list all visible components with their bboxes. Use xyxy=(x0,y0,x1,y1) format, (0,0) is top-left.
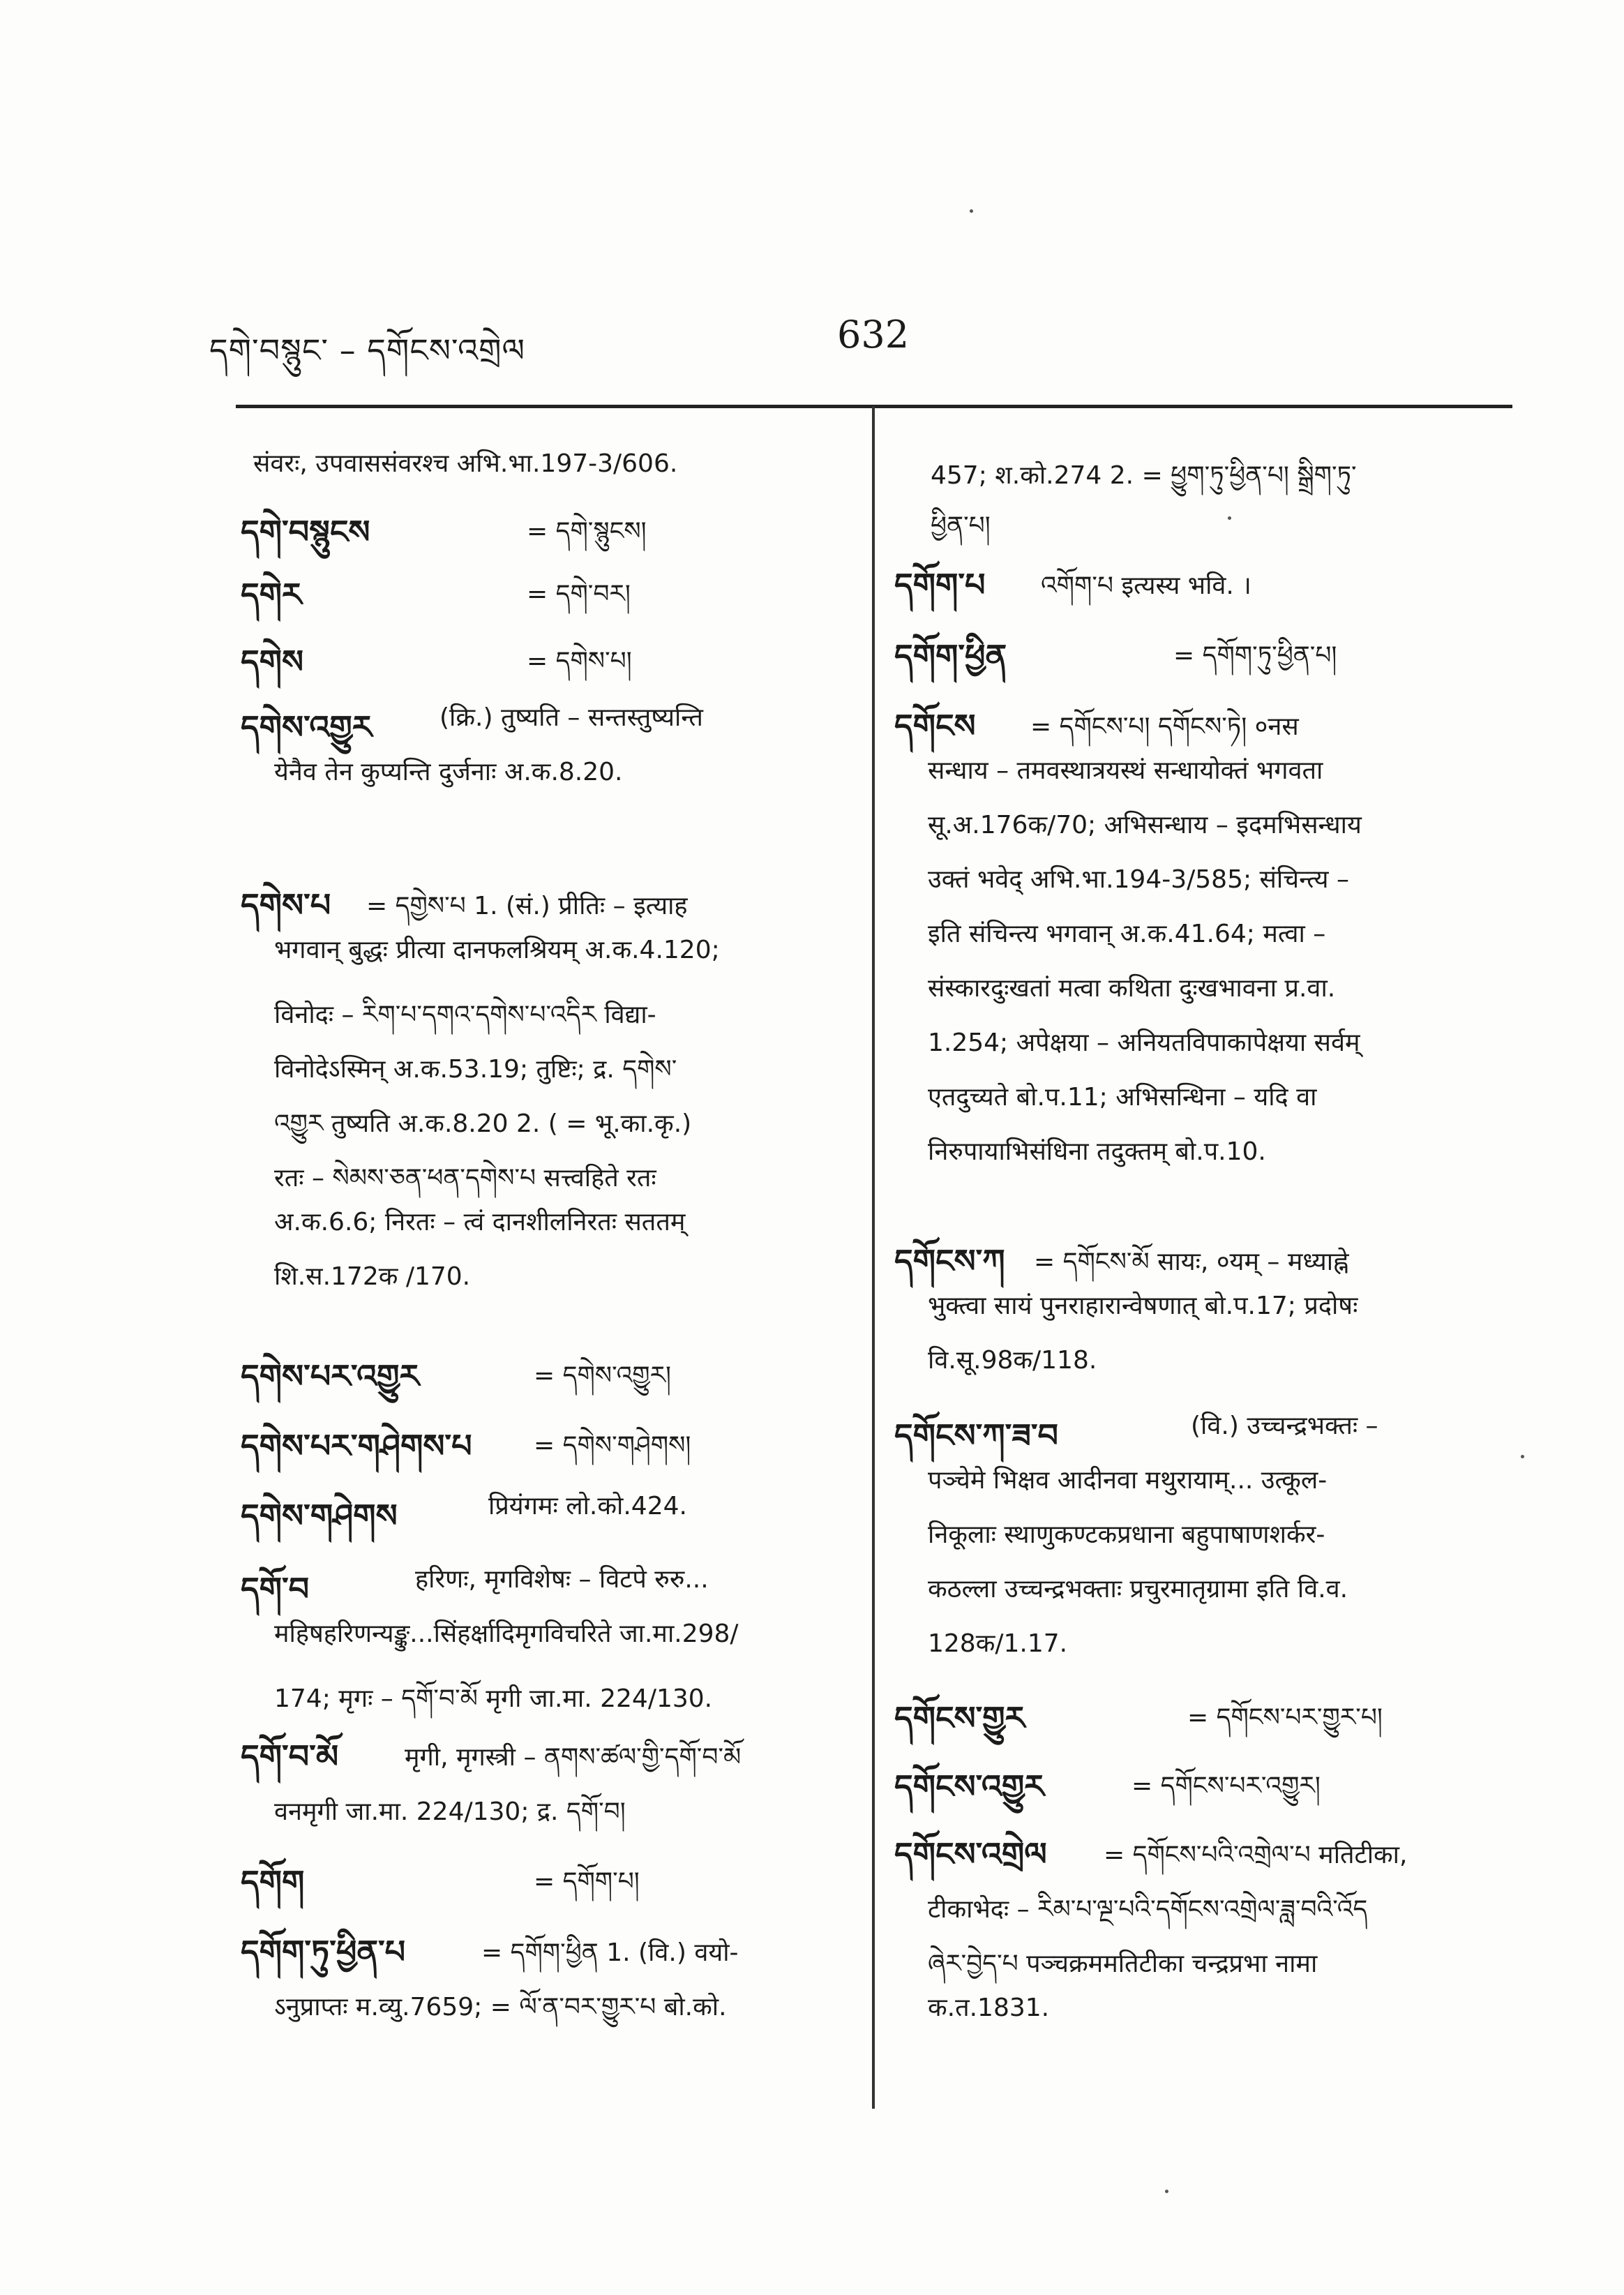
headword: དགེས་པར་འགྱུར xyxy=(241,1357,420,1395)
definition-line: वनमृगी जा.मा. 224/130; द्र. དགོ་བ། xyxy=(274,1797,626,1826)
definition-line: एतदुच्यते बो.प.11; अभिसन्धिना – यदि वा xyxy=(928,1083,1317,1112)
equivalent: = དགེས་གཤེགས། xyxy=(534,1431,691,1460)
headword: དགོངས་འགྱུར xyxy=(894,1767,1044,1805)
definition-line: अ.क.6.6; निरतः – त्वं दानशीलनिरतः सततम् xyxy=(274,1208,686,1236)
definition-line: ऽनुप्राप्तः म.व्यु.7659; = ལོ་ན་བར་གྱུར་པ बो.को. xyxy=(274,1993,727,2021)
definition-line: पञ्चेमे भिक्षव आदीनवा मथुरायाम्... उत्कूल- xyxy=(928,1466,1328,1495)
definition-line: विनोदः – རིག་པ་དགའ་དགེས་པ་འདིར विद्या- xyxy=(274,1001,656,1029)
equivalent: = དགོག་ཏུ་ཕྱིན་པ། xyxy=(1173,641,1337,670)
headword: དགོངས་གྱུར xyxy=(894,1699,1025,1737)
headword: དགེས་གཤེགས xyxy=(241,1497,398,1534)
headword: དགོག་ཕྱིན xyxy=(894,637,1007,675)
continuation-line: 457; श.को.274 2. = ཕྱུག་ཏུ་ཕྱིན་པ། སྒྲིག་ཏུ་ xyxy=(931,461,1357,490)
headword: དགོ་བ་མོ xyxy=(241,1737,339,1775)
continuation-line: संवरः, उपवाससंवरश्च अभि.भा.197-3/606. xyxy=(253,449,678,478)
equivalent: = དགེ་སྙུངས། xyxy=(527,517,647,546)
definition-line: येनैव तेन कुप्यन्ति दुर्जनाः अ.क.8.20. xyxy=(274,758,623,786)
headword: དགེས་པར་གཤེགས་པ xyxy=(241,1427,472,1465)
definition-line: = དགྱེས་པ 1. (सं.) प्रीतिः – इत्याह xyxy=(366,892,688,920)
definition-line: (वि.) उच्चन्द्रभक्तः – xyxy=(1191,1412,1378,1440)
definition-line: सू.अ.176क/70; अभिसन्धाय – इदमभिसन्धाय xyxy=(928,811,1362,839)
definition-line: रतः – སེམས་ཅན་ཕན་དགེས་པ सत्त्वहिते रतः xyxy=(274,1164,656,1193)
speck xyxy=(1521,1455,1524,1458)
definition-line: निरुपायाभिसंधिना तदुक्तम् बो.प.10. xyxy=(928,1137,1266,1166)
column-divider xyxy=(872,406,875,2109)
definition-line: 1.254; अपेक्षया – अनियतविपाकापेक्षया सर्वम् xyxy=(928,1029,1360,1057)
headword: དགོངས xyxy=(894,707,976,745)
definition-line: संस्कारदुःखतां मत्वा कथिता दुःखभावना प्र.वा. xyxy=(928,974,1336,1003)
continuation-line: ཕྱིན་པ། xyxy=(931,511,991,540)
definition-line: = དགོངས་མོ सायः, ०यम् – मध्याह्ने xyxy=(1034,1248,1349,1276)
definition-line: प्रियंगमः लो.को.424. xyxy=(488,1492,687,1520)
headword: དགོངས་འགྲེལ xyxy=(894,1835,1047,1873)
definition-line: निकूलाः स्थाणुकण्टकप्रधाना बहुपाषाणशर्कर- xyxy=(928,1520,1325,1549)
headword: དགོངས་ཀ xyxy=(894,1242,1005,1280)
equivalent: = དགེས་པ། xyxy=(527,647,632,675)
headword: དགོ་བ xyxy=(241,1570,310,1608)
definition-line: इति संचिन्त्य भगवान् अ.क.41.64; मत्वा – xyxy=(928,920,1326,948)
headword: དགེར xyxy=(241,576,302,613)
definition-line: 128क/1.17. xyxy=(928,1629,1068,1658)
definition-line: कठल्ला उच्चन्द्रभक्ताः प्रचुरमातृग्रामा इति वि.व. xyxy=(928,1575,1348,1603)
definition-line: (क्रि.) तुष्यति – सन्तस्तुष्यन्ति xyxy=(439,703,703,732)
definition-line: ཞེར་བྱེད་པ पञ्चक्रममतिटीका चन्द्रप्रभा नामा xyxy=(928,1950,1318,1978)
definition-line: टीकाभेदः – རིམ་པ་ལྔ་པའི་དགོངས་འགྲེལ་ཟླ་བའི་འོད xyxy=(928,1895,1368,1924)
definition-line: འགོག་པ इत्यस्य भवि. । xyxy=(1041,571,1251,600)
running-head: དགེ་བསྙུང་ – དགོངས་འགྲེལ xyxy=(209,331,526,369)
definition-line: मृगी, मृगस्त्री – ནགས་ཚལ་གྱི་དགོ་བ་མོ xyxy=(405,1743,742,1772)
definition-line: = དགོག་ཕྱིན 1. (वि.) वयो- xyxy=(481,1938,739,1967)
headword: དགོག་ཏུ་ཕྱིན་པ xyxy=(241,1933,406,1971)
definition-line: भगवान् बुद्धः प्रीत्या दानफलश्रियम् अ.क.4.120; xyxy=(274,936,720,964)
definition-line: भुक्त्वा सायं पुनराहारान्वेषणात् बो.प.17; प्रदोषः xyxy=(928,1292,1358,1320)
headword: དགེས xyxy=(241,643,304,680)
definition-line: = དགོངས་པ། དགོངས་ཏེ། ०नस xyxy=(1030,712,1299,741)
headword: དགེས་པ xyxy=(241,886,331,924)
equivalent: = དགོངས་པར་འགྱུར། xyxy=(1131,1772,1321,1800)
equivalent: = དགེ་བར། xyxy=(527,580,631,608)
definition-line: उक्तं भवेद् अभि.भा.194-3/585; संचिन्त्य – xyxy=(928,865,1349,894)
definition-line: = དགོངས་པའི་འགྲེལ་པ मतिटीका, xyxy=(1104,1841,1408,1869)
equivalent: = དགོངས་པར་གྱུར་པ། xyxy=(1187,1703,1383,1732)
headword: དགོག xyxy=(241,1863,305,1901)
definition-line: सन्धाय – तमवस्थात्रयस्थं सन्धायोक्तं भगवता xyxy=(928,756,1323,785)
headword: དགེས་འགྱུར xyxy=(241,708,373,746)
speck xyxy=(1165,2190,1168,2193)
definition-line: འགྱུར तुष्यति अ.क.8.20 2. ( = भू.का.कृ.) xyxy=(274,1109,692,1138)
equivalent: = དགེས་འགྱུར། xyxy=(534,1361,672,1390)
definition-line: शि.स.172क /170. xyxy=(274,1262,471,1291)
definition-line: वि.सू.98क/118. xyxy=(928,1346,1097,1375)
equivalent: = དགོག་པ། xyxy=(534,1867,640,1896)
page-number: 632 xyxy=(837,313,910,357)
headword: དགོངས་ཀ་ཟ་བ xyxy=(894,1416,1059,1454)
definition-line: क.त.1831. xyxy=(928,1994,1050,2022)
definition-line: हरिणः, मृगविशेषः – विटपे रुरु... xyxy=(415,1565,709,1594)
definition-line: महिषहरिणन्यङ्कु...सिंहर्क्षादिमृगविचरिते जा.मा.298/ xyxy=(274,1620,739,1648)
headword: དགེ་བསྙུངས xyxy=(241,513,370,551)
definition-line: 174; मृगः – དགོ་བ་མོ मृगी जा.मा. 224/130. xyxy=(274,1684,713,1713)
speck xyxy=(970,209,973,213)
headword: དགོག་པ xyxy=(894,566,986,604)
definition-line: विनोदेऽस्मिन् अ.क.53.19; तुष्टिः; द्र. དགེས་ xyxy=(274,1055,677,1084)
